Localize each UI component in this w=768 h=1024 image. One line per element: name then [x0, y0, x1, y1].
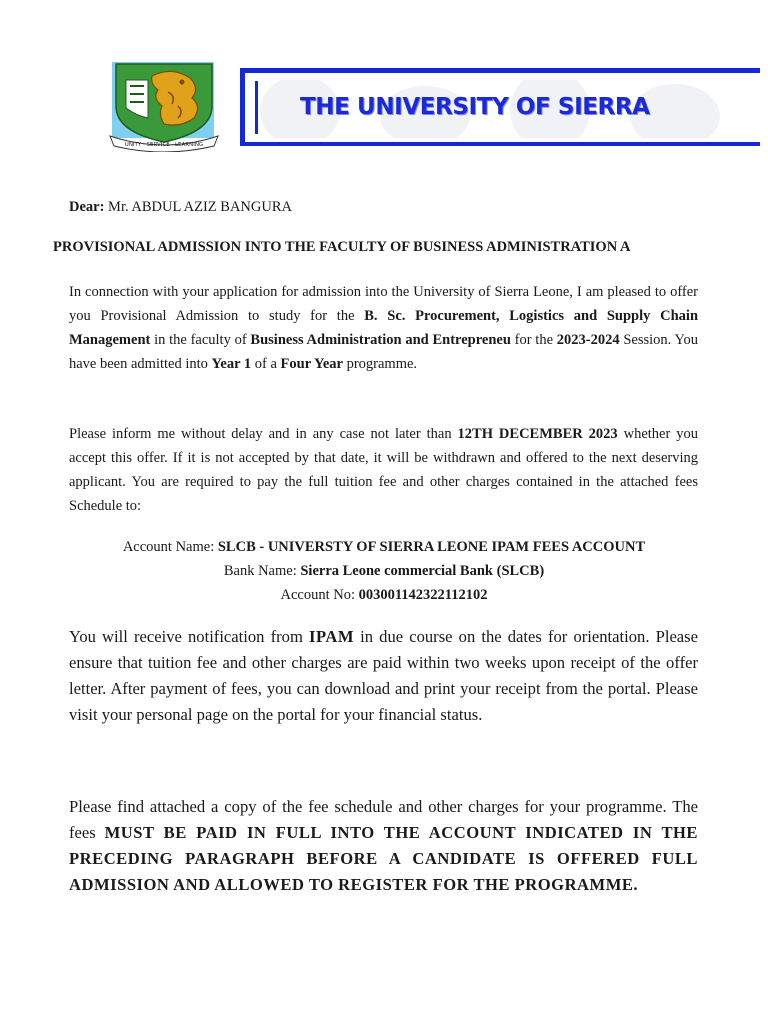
text-run: in the faculty of [150, 332, 251, 348]
text-run: whether you accept this offer. If it is not accepted by that date, it will be withdrawn and offered to the next deserving applicant. You are required to pay the full tuition fee and other charges contained in the attached fees Schedule to: [69, 426, 698, 514]
text-run: for the [510, 332, 557, 348]
salutation-label: Dear: [69, 199, 105, 215]
text-run: Please find attached a copy of the fee schedule and other charges for your programme. The fees [69, 797, 698, 842]
deadline-paragraph [69, 422, 698, 518]
university-name-banner: THE UNIVERSITY OF SIERRA [300, 94, 650, 120]
programme-duration: Four Year [280, 356, 343, 372]
session-year: 2023-2024 [556, 332, 620, 348]
programme-name: B. Sc. Procurement, Logistics and Supply Chain Management [69, 308, 699, 348]
crest-motto: UNITY · SERVICE · LEARNING [124, 142, 204, 148]
payment-requirement: MUST BE PAID IN FULL INTO THE ACCOUNT INDICATED IN THE PRECEDING PARAGRAPH BEFORE A CANDIDATE IS OFFERED FULL ADMISSION AND ALLOWED TO REGISTER FOR THE PROGRAMME. [69, 823, 698, 894]
account-number-label: Account No: [280, 587, 359, 603]
text-run: of a [251, 356, 281, 372]
account-name-label: Account Name: [122, 539, 218, 555]
university-crest-logo [102, 58, 226, 152]
admitted-year: Year 1 [211, 356, 252, 372]
orientation-paragraph [69, 624, 698, 728]
account-name-value: SLCB - UNIVERSTY OF SIERRA LEONE IPAM FEES ACCOUNT [217, 539, 646, 555]
text-run: programme. [342, 356, 418, 372]
text-run: You will receive notification from [69, 627, 309, 646]
acceptance-deadline: 12TH DECEMBER 2023 [457, 426, 618, 442]
bank-name-label: Bank Name: [223, 563, 301, 579]
salutation [69, 199, 292, 216]
account-number-line [0, 583, 768, 607]
text-run: Session. You have been admitted into [69, 332, 699, 372]
bank-name-line [0, 559, 768, 583]
letter-heading: PROVISIONAL ADMISSION INTO THE FACULTY OF BUSINESS ADMINISTRATION A [53, 239, 631, 255]
institute-name: IPAM [308, 627, 354, 646]
recipient-name: Mr. ABDUL AZIZ BANGURA [104, 199, 292, 215]
text-run: in due course on the dates for orientation. Please ensure that tuition fee and other charges are paid within two weeks upon receipt of the offer letter. After payment of fees, you can download and print your receipt from the portal. Please visit your personal page on the portal for your financial status. [69, 627, 698, 724]
bank-name-value: Sierra Leone commercial Bank (SLCB) [300, 563, 545, 579]
account-number-value: 003001142322112102 [358, 587, 488, 603]
offer-paragraph [69, 280, 698, 376]
text-run: In connection with your application for admission into the University of Sierra Leone, I am pleased to offer you Provisional Admission to study for the [69, 284, 698, 324]
text-run: Please inform me without delay and in any case not later than [69, 426, 458, 442]
faculty-name: Business Administration and Entrepreneu [250, 332, 511, 348]
fees-paragraph [69, 794, 698, 898]
account-name-line [0, 535, 768, 559]
